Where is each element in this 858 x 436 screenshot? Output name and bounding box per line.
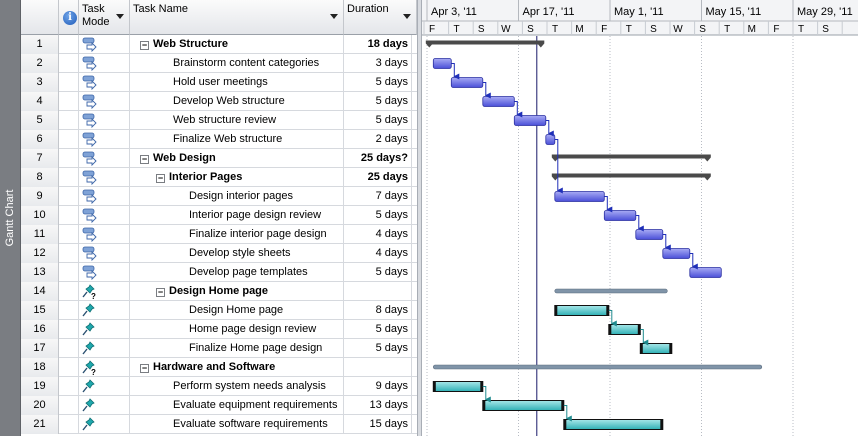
manual-summary-bar xyxy=(555,289,668,293)
gantt-bar-task-19 xyxy=(433,382,483,392)
task-name: Hardware and Software xyxy=(153,361,276,373)
task-name-cell[interactable] xyxy=(130,54,344,73)
task-name: Design Home page xyxy=(189,304,284,316)
duration-cell[interactable]: 5 days xyxy=(344,339,412,358)
indicators-cell[interactable] xyxy=(59,92,79,111)
row-id[interactable]: 7 xyxy=(21,149,59,168)
gantt-chart-svg xyxy=(422,0,858,436)
auto-task-bar xyxy=(546,135,555,145)
row-id[interactable]: 5 xyxy=(21,111,59,130)
task-name-cell[interactable] xyxy=(130,73,344,92)
task-name: Finalize Web structure xyxy=(173,133,283,145)
duration-cell[interactable]: 5 days xyxy=(344,111,412,130)
row-id[interactable]: 16 xyxy=(21,320,59,339)
day-label: S xyxy=(527,24,534,35)
auto-scheduled-icon xyxy=(79,245,99,262)
auto-scheduled-icon xyxy=(79,36,99,53)
row-id[interactable]: 11 xyxy=(21,225,59,244)
indicators-cell[interactable] xyxy=(59,244,79,263)
task-mode-cell[interactable] xyxy=(79,225,130,244)
task-mode-cell[interactable] xyxy=(79,301,130,320)
summary-bar xyxy=(429,41,542,45)
gantt-bar-task-1 xyxy=(426,41,545,48)
row-id[interactable]: 1 xyxy=(21,35,59,54)
manually-scheduled-pin-icon xyxy=(79,302,99,319)
indicators-cell[interactable] xyxy=(59,339,79,358)
gantt-bar-task-14 xyxy=(555,289,668,293)
task-name: Interior page design review xyxy=(189,209,322,221)
summary-end-cap xyxy=(704,174,711,181)
task-mode-column-header[interactable] xyxy=(79,0,130,35)
task-row[interactable] xyxy=(21,282,417,301)
info-icon: i xyxy=(63,11,77,25)
task-name: Web structure review xyxy=(173,114,277,126)
manual-bar-end-marker xyxy=(561,401,564,411)
auto-scheduled-icon xyxy=(79,150,99,167)
indicators-cell[interactable] xyxy=(59,396,79,415)
dependency-link xyxy=(555,140,558,191)
task-row[interactable] xyxy=(21,111,417,130)
manual-bar-end-marker xyxy=(638,325,641,335)
gantt-bar-task-13 xyxy=(690,268,722,278)
duration-cell[interactable]: 18 days xyxy=(344,35,412,54)
row-id[interactable]: 14 xyxy=(21,282,59,301)
gantt-bar-task-7 xyxy=(552,155,711,162)
gantt-bar-task-12 xyxy=(663,249,690,259)
manual-task-bar xyxy=(640,344,672,354)
week-label: May 1, '11 xyxy=(614,6,664,18)
dependency-link xyxy=(451,64,454,77)
duration-cell[interactable]: 15 days xyxy=(344,415,412,434)
auto-scheduled-icon xyxy=(79,112,99,129)
auto-task-bar xyxy=(663,249,690,259)
task-row[interactable] xyxy=(21,130,417,149)
indicators-cell[interactable] xyxy=(59,282,79,301)
svg-text:?: ? xyxy=(91,368,96,376)
task-mode-cell[interactable] xyxy=(79,377,130,396)
duration-cell[interactable]: 5 days xyxy=(344,320,412,339)
row-id[interactable]: 21 xyxy=(21,415,59,434)
indicators-cell[interactable] xyxy=(59,111,79,130)
svg-text:?: ? xyxy=(91,292,96,300)
duration-cell[interactable]: 25 days xyxy=(344,168,412,187)
collapse-toggle-icon[interactable]: − xyxy=(141,154,148,164)
row-id[interactable]: 10 xyxy=(21,206,59,225)
duration-cell[interactable]: 8 days xyxy=(344,301,412,320)
day-label: M xyxy=(575,24,584,35)
auto-scheduled-icon xyxy=(79,264,99,281)
task-mode-cell[interactable] xyxy=(79,206,130,225)
task-row[interactable] xyxy=(21,73,417,92)
manually-scheduled-pin-icon xyxy=(79,283,99,300)
day-label: S xyxy=(822,24,829,35)
gantt-bar-task-9 xyxy=(555,192,605,202)
task-row[interactable] xyxy=(21,396,417,415)
task-row[interactable] xyxy=(21,206,417,225)
view-label-text: Gantt Chart xyxy=(4,189,16,247)
manual-task-bar xyxy=(564,420,663,430)
task-name-header-label: Task Name xyxy=(133,3,189,15)
indicators-column-header[interactable] xyxy=(59,0,79,35)
task-name: Hold user meetings xyxy=(173,76,268,88)
gantt-bar-task-2 xyxy=(433,59,451,69)
dependency-link xyxy=(663,235,666,248)
task-name: Home page design review xyxy=(189,323,317,335)
duration-cell[interactable]: 5 days xyxy=(344,263,412,282)
indicators-cell[interactable] xyxy=(59,35,79,54)
task-name-cell[interactable] xyxy=(130,35,344,54)
duration-cell[interactable]: 4 days xyxy=(344,244,412,263)
duration-header-label: Duration xyxy=(347,3,389,15)
task-row[interactable] xyxy=(21,320,417,339)
filter-dropdown-icon[interactable] xyxy=(330,14,338,19)
gantt-bar-task-10 xyxy=(604,211,636,221)
week-label: May 15, '11 xyxy=(705,6,762,18)
day-label: T xyxy=(797,24,805,35)
task-name-column-header[interactable] xyxy=(130,0,344,35)
task-mode-cell[interactable] xyxy=(79,130,130,149)
task-mode-cell[interactable] xyxy=(79,111,130,130)
task-mode-cell[interactable] xyxy=(79,244,130,263)
auto-task-bar xyxy=(514,116,546,126)
task-name-cell[interactable] xyxy=(130,301,344,320)
row-id[interactable]: 4 xyxy=(21,92,59,111)
task-row[interactable] xyxy=(21,225,417,244)
manually-scheduled-pin-icon xyxy=(79,397,99,414)
task-name: Develop style sheets xyxy=(189,247,291,259)
task-mode-cell[interactable] xyxy=(79,358,130,377)
manual-bar-end-marker xyxy=(660,420,663,430)
row-id[interactable]: 8 xyxy=(21,168,59,187)
task-name-cell[interactable] xyxy=(130,92,344,111)
task-name: Design Home page xyxy=(169,285,269,297)
task-mode-cell[interactable] xyxy=(79,415,130,434)
task-mode-cell[interactable] xyxy=(79,35,130,54)
indicators-cell[interactable] xyxy=(59,415,79,434)
task-row[interactable] xyxy=(21,168,417,187)
day-label: F xyxy=(773,24,780,35)
manual-task-bar xyxy=(609,325,641,335)
collapse-toggle-icon[interactable]: − xyxy=(157,287,164,297)
task-mode-cell[interactable] xyxy=(79,187,130,206)
row-id[interactable]: 2 xyxy=(21,54,59,73)
task-row[interactable] xyxy=(21,92,417,111)
row-id[interactable]: 18 xyxy=(21,358,59,377)
day-label: T xyxy=(625,24,632,35)
task-mode-cell[interactable] xyxy=(79,396,130,415)
row-id[interactable]: 6 xyxy=(21,130,59,149)
manual-bar-start-marker xyxy=(640,344,643,354)
duration-cell[interactable]: 5 days xyxy=(344,206,412,225)
filter-dropdown-icon[interactable] xyxy=(403,14,411,19)
indicators-cell[interactable] xyxy=(59,358,79,377)
task-name-cell[interactable] xyxy=(130,320,344,339)
task-row[interactable] xyxy=(21,263,417,282)
task-name: Brainstorm content categories xyxy=(173,57,320,69)
day-label: S xyxy=(699,24,706,35)
task-name-cell[interactable] xyxy=(130,396,344,415)
auto-scheduled-icon xyxy=(79,74,99,91)
task-name-cell[interactable] xyxy=(130,415,344,434)
row-id[interactable]: 9 xyxy=(21,187,59,206)
duration-cell[interactable]: 2 days xyxy=(344,130,412,149)
summary-end-cap xyxy=(537,41,544,48)
task-name: Develop Web structure xyxy=(173,95,285,107)
row-id[interactable]: 15 xyxy=(21,301,59,320)
manually-scheduled-pin-icon xyxy=(79,378,99,395)
task-name: Perform system needs analysis xyxy=(173,380,326,392)
manual-bar-start-marker xyxy=(609,325,612,335)
task-mode-header-line1: Task xyxy=(82,3,105,15)
duration-cell[interactable] xyxy=(344,282,412,301)
task-name: Evaluate equipment requirements xyxy=(173,399,338,411)
summary-bar xyxy=(555,174,708,178)
task-name-cell[interactable] xyxy=(130,225,344,244)
indicators-cell[interactable] xyxy=(59,263,79,282)
manual-bar-start-marker xyxy=(564,420,567,430)
auto-scheduled-icon xyxy=(79,55,99,72)
indicators-cell[interactable] xyxy=(59,320,79,339)
row-id[interactable]: 3 xyxy=(21,73,59,92)
task-name-cell[interactable] xyxy=(130,358,344,377)
week-label: May 29, '11 xyxy=(797,6,853,18)
manual-task-bar xyxy=(483,401,564,411)
auto-scheduled-icon xyxy=(79,188,99,205)
summary-start-cap xyxy=(426,41,433,48)
gantt-bar-task-8 xyxy=(552,174,711,181)
task-name-cell[interactable] xyxy=(130,187,344,206)
auto-task-bar xyxy=(483,97,515,107)
day-label: T xyxy=(453,24,460,35)
task-name: Finalize Home page design xyxy=(189,342,323,354)
task-mode-cell[interactable] xyxy=(79,149,130,168)
day-label: T xyxy=(551,24,559,35)
task-name-cell[interactable] xyxy=(130,111,344,130)
task-mode-cell[interactable] xyxy=(79,168,130,187)
day-label: M xyxy=(747,24,756,35)
duration-cell[interactable]: 4 days xyxy=(344,225,412,244)
indicators-cell[interactable] xyxy=(59,168,79,187)
manually-scheduled-pin-icon xyxy=(79,416,99,433)
gantt-bar-task-6 xyxy=(546,135,555,145)
auto-scheduled-icon xyxy=(79,169,99,186)
manually-scheduled-pin-icon xyxy=(79,321,99,338)
manual-task-bar xyxy=(433,382,483,392)
task-sheet xyxy=(21,0,417,436)
indicators-cell[interactable] xyxy=(59,187,79,206)
indicators-cell[interactable] xyxy=(59,206,79,225)
task-mode-cell[interactable] xyxy=(79,92,130,111)
summary-bar xyxy=(555,155,708,159)
auto-task-bar xyxy=(451,78,483,88)
dependency-link xyxy=(636,216,639,229)
duration-cell[interactable]: 9 days xyxy=(344,377,412,396)
task-name-cell[interactable] xyxy=(130,377,344,396)
indicators-cell[interactable] xyxy=(59,225,79,244)
task-row[interactable] xyxy=(21,54,417,73)
dependency-link xyxy=(604,197,607,210)
task-name-cell[interactable] xyxy=(130,339,344,358)
task-name-cell[interactable] xyxy=(130,149,344,168)
select-all-corner[interactable] xyxy=(21,0,59,35)
week-label: Apr 3, '11 xyxy=(431,6,477,18)
duration-cell[interactable]: 5 days xyxy=(344,73,412,92)
task-mode-cell[interactable] xyxy=(79,320,130,339)
manually-scheduled-pin-icon xyxy=(79,359,99,376)
gantt-bar-task-4 xyxy=(483,97,515,107)
indicators-cell[interactable] xyxy=(59,377,79,396)
task-name: Develop page templates xyxy=(189,266,308,278)
manual-bar-start-marker xyxy=(433,382,436,392)
task-name-cell[interactable] xyxy=(130,168,344,187)
task-row[interactable] xyxy=(21,149,417,168)
day-label: F xyxy=(601,24,608,35)
day-label: W xyxy=(501,24,511,35)
task-name: Evaluate software requirements xyxy=(173,418,328,430)
dependency-link xyxy=(483,83,486,96)
gantt-bar-task-15 xyxy=(555,306,609,316)
auto-task-bar xyxy=(604,211,636,221)
task-row[interactable] xyxy=(21,415,417,434)
row-id[interactable]: 19 xyxy=(21,377,59,396)
duration-cell[interactable]: 13 days xyxy=(344,396,412,415)
day-label: W xyxy=(673,24,683,35)
dependency-link xyxy=(546,121,549,134)
gantt-bar-task-16 xyxy=(609,325,641,335)
auto-scheduled-icon xyxy=(79,131,99,148)
duration-cell[interactable]: 7 days xyxy=(344,187,412,206)
manually-scheduled-pin-icon xyxy=(79,340,99,357)
task-row[interactable] xyxy=(21,35,417,54)
dependency-link xyxy=(514,102,517,115)
manual-bar-end-marker xyxy=(606,306,609,316)
indicators-cell[interactable] xyxy=(59,54,79,73)
gantt-bar-task-17 xyxy=(640,344,672,354)
auto-scheduled-icon xyxy=(79,93,99,110)
row-id[interactable]: 12 xyxy=(21,244,59,263)
row-id[interactable]: 17 xyxy=(21,339,59,358)
task-name-cell[interactable] xyxy=(130,206,344,225)
task-name: Interior Pages xyxy=(169,171,243,183)
task-name: Web Structure xyxy=(153,38,228,50)
task-name-cell[interactable] xyxy=(130,130,344,149)
indicators-cell[interactable] xyxy=(59,301,79,320)
manual-task-bar xyxy=(555,306,609,316)
collapse-toggle-icon[interactable]: − xyxy=(141,363,148,373)
gantt-chart-pane xyxy=(422,0,858,436)
auto-task-bar xyxy=(636,230,663,240)
auto-scheduled-icon xyxy=(79,207,99,224)
duration-cell[interactable]: 25 days? xyxy=(344,149,412,168)
task-row[interactable] xyxy=(21,377,417,396)
task-name-cell[interactable] xyxy=(130,263,344,282)
gantt-bar-task-5 xyxy=(514,116,546,126)
auto-scheduled-icon xyxy=(79,226,99,243)
duration-cell[interactable] xyxy=(344,358,412,377)
task-mode-cell[interactable] xyxy=(79,73,130,92)
gantt-bar-task-20 xyxy=(483,401,564,411)
task-mode-header-line2: Mode xyxy=(82,16,110,28)
auto-task-bar xyxy=(690,268,722,278)
dependency-link xyxy=(690,254,693,267)
manual-summary-bar xyxy=(433,365,762,369)
indicators-cell[interactable] xyxy=(59,73,79,92)
task-row[interactable] xyxy=(21,339,417,358)
task-name-cell[interactable] xyxy=(130,282,344,301)
duration-cell[interactable]: 3 days xyxy=(344,54,412,73)
gantt-bar-task-11 xyxy=(636,230,663,240)
gantt-bar-task-21 xyxy=(564,420,663,430)
filter-dropdown-icon[interactable] xyxy=(116,14,124,19)
task-row[interactable] xyxy=(21,187,417,206)
duration-column-header[interactable] xyxy=(344,0,417,35)
row-id[interactable]: 20 xyxy=(21,396,59,415)
task-mode-cell[interactable] xyxy=(79,54,130,73)
gantt-bar-task-18 xyxy=(433,365,762,369)
auto-task-bar xyxy=(555,192,605,202)
manual-bar-end-marker xyxy=(669,344,672,354)
manual-bar-start-marker xyxy=(483,401,486,411)
manual-bar-start-marker xyxy=(555,306,558,316)
task-row[interactable] xyxy=(21,244,417,263)
task-name: Design interior pages xyxy=(189,190,293,202)
summary-end-cap xyxy=(704,155,711,162)
week-label: Apr 17, '11 xyxy=(522,6,575,18)
gantt-bar-task-3 xyxy=(451,78,483,88)
manual-bar-end-marker xyxy=(480,382,483,392)
day-label: S xyxy=(650,24,657,35)
collapse-toggle-icon[interactable]: − xyxy=(157,173,164,183)
task-mode-header-label xyxy=(82,3,110,29)
task-mode-cell[interactable] xyxy=(79,263,130,282)
task-row[interactable] xyxy=(21,358,417,377)
task-row[interactable] xyxy=(21,301,417,320)
duration-cell[interactable]: 5 days xyxy=(344,92,412,111)
task-name: Finalize interior page design xyxy=(189,228,327,240)
day-label: S xyxy=(477,24,485,35)
task-name: Web Design xyxy=(153,152,216,164)
indicators-cell[interactable] xyxy=(59,149,79,168)
collapse-toggle-icon[interactable]: − xyxy=(141,40,148,50)
gantt-chart-view-label[interactable] xyxy=(0,0,21,436)
task-name-cell[interactable] xyxy=(130,244,344,263)
day-label: T xyxy=(724,24,731,35)
row-id[interactable]: 13 xyxy=(21,263,59,282)
task-mode-cell[interactable] xyxy=(79,282,130,301)
indicators-cell[interactable] xyxy=(59,130,79,149)
day-label: F xyxy=(428,24,436,35)
auto-task-bar xyxy=(433,59,451,69)
task-mode-cell[interactable] xyxy=(79,339,130,358)
